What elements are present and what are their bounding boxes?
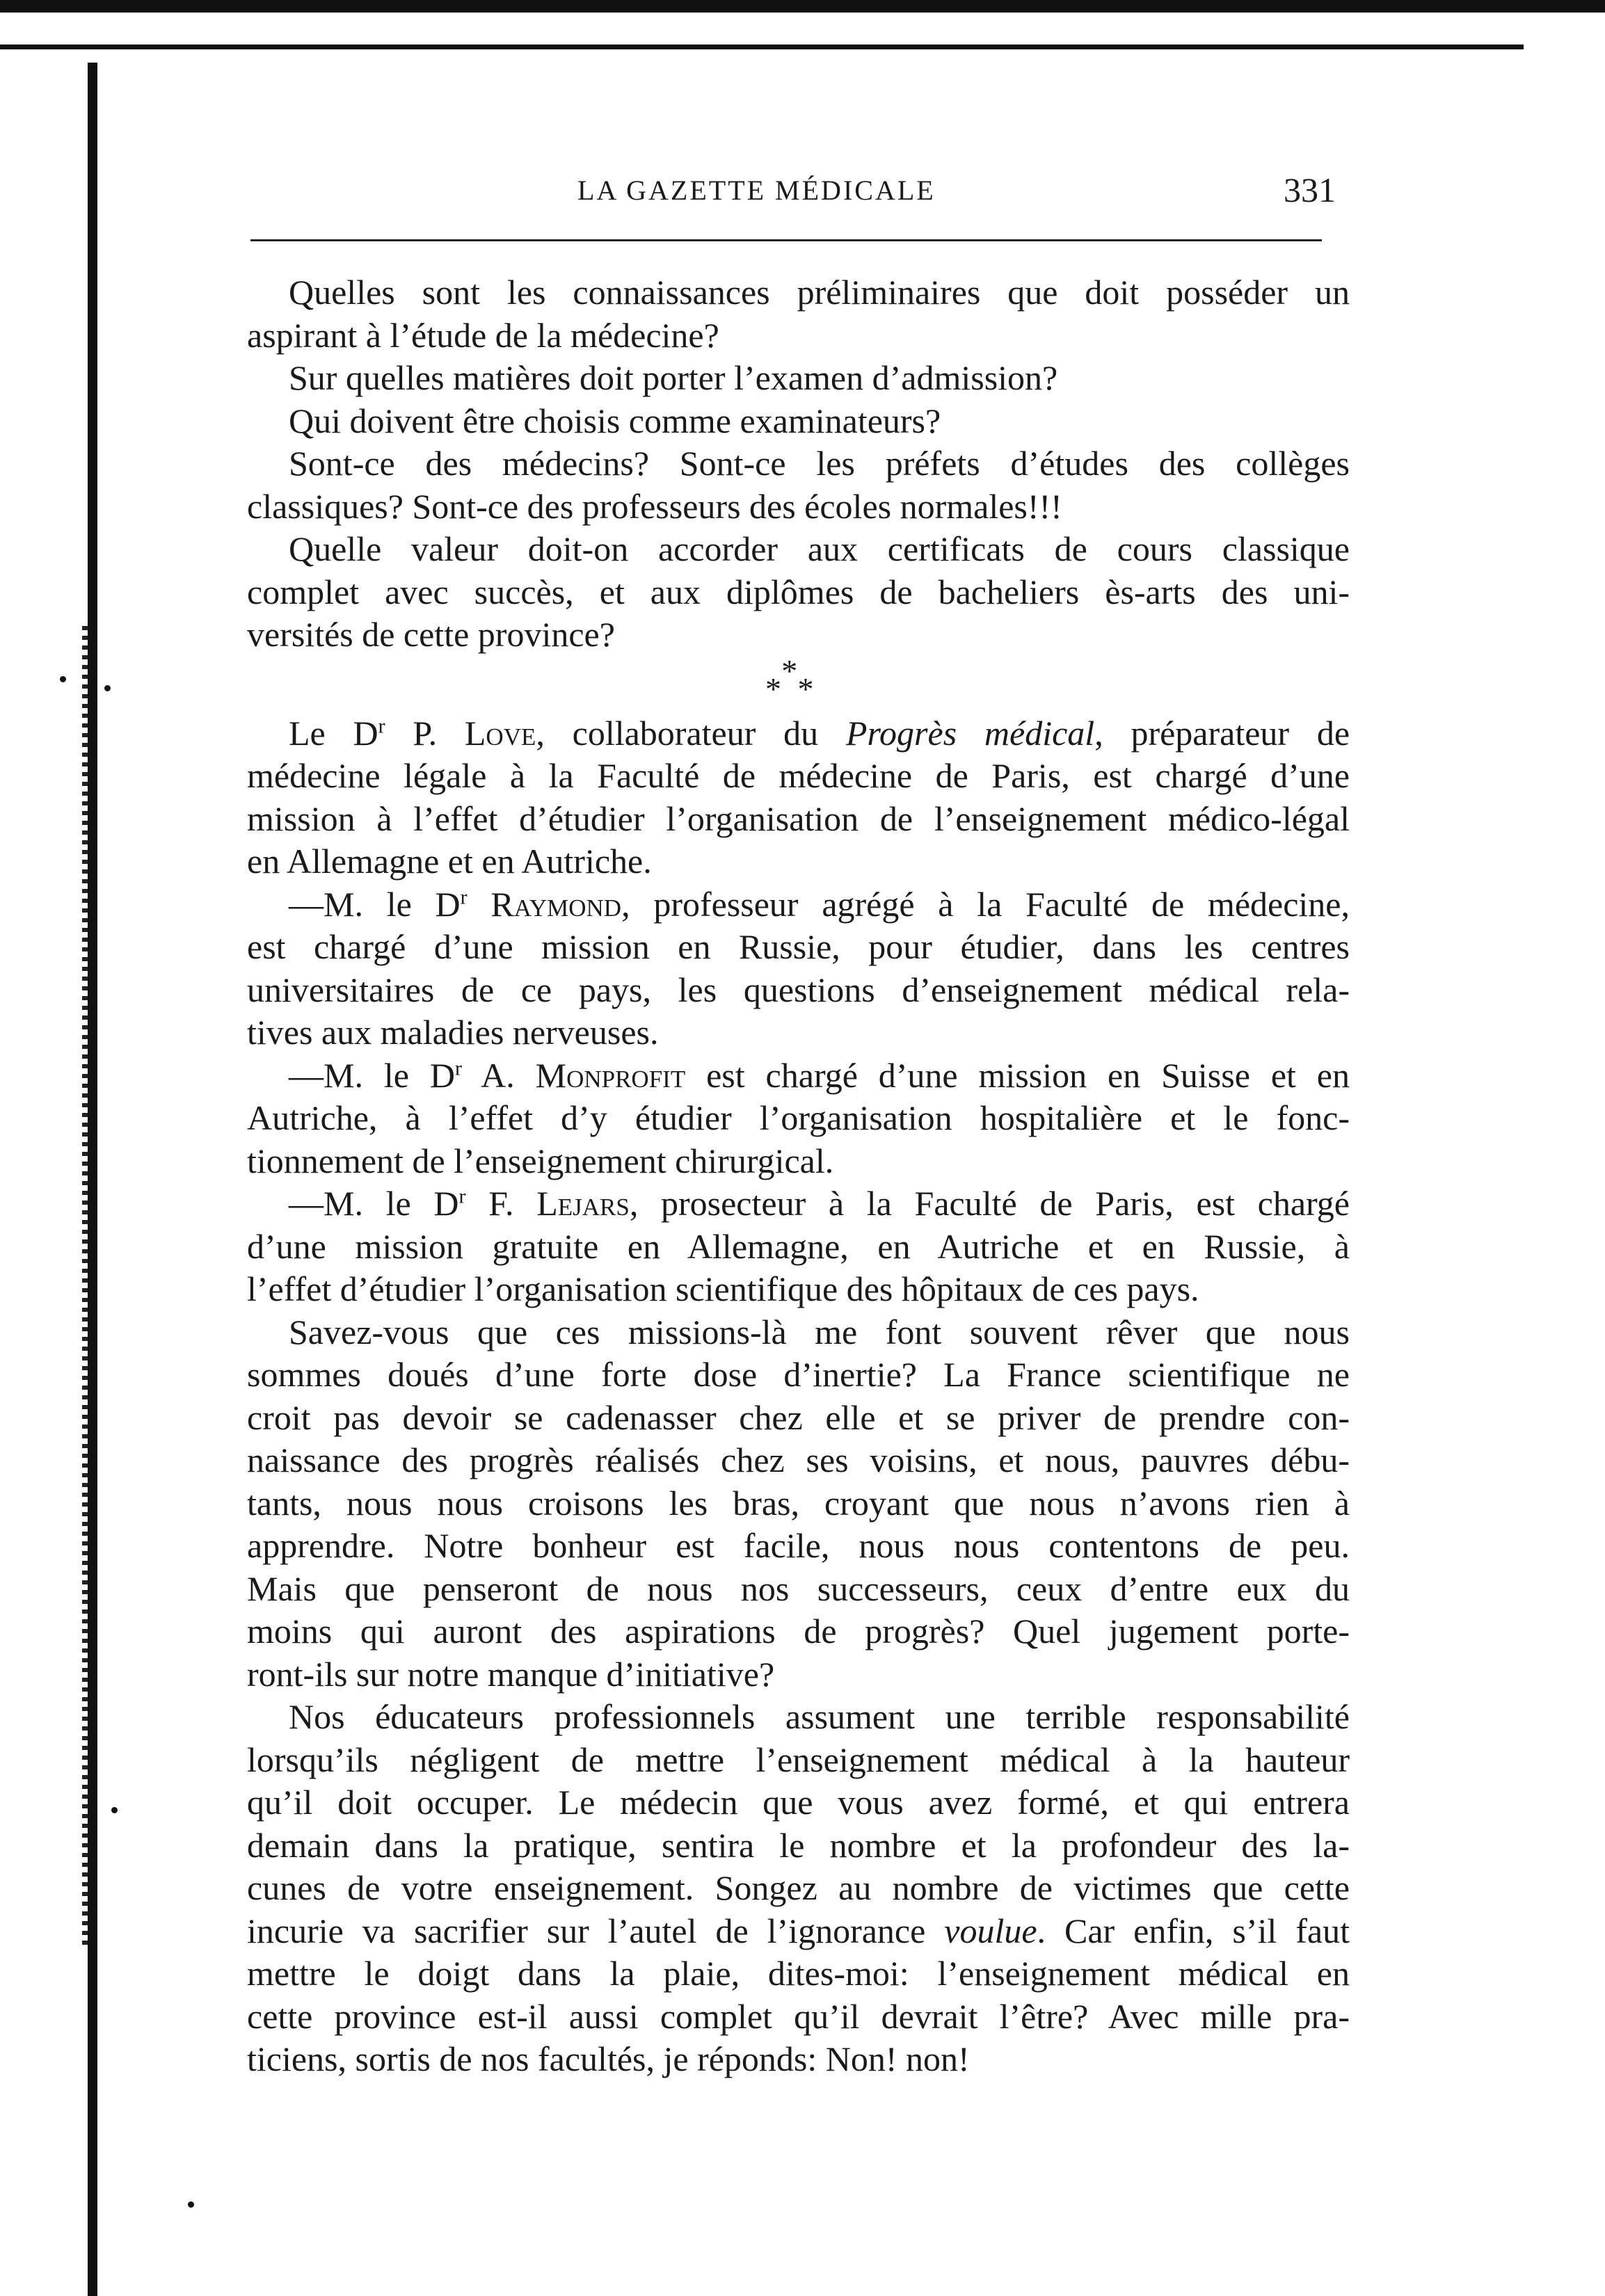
- text-line: croit pas devoir se cadenasser chez elle et se priver de prendre con-: [247, 1397, 1350, 1437]
- text-line: demain dans la pratique, sentira le nombre et la profondeur des la-: [247, 1825, 1350, 1865]
- person-name: Monprofit: [535, 1055, 686, 1095]
- asterism: * * *: [765, 652, 818, 707]
- person-name: Raymond: [467, 884, 622, 924]
- text-line: Le $D^r$ P. Love, collaborateur du Progrès médical, préparateur de: [289, 713, 1350, 753]
- text-line: lorsqu’ils négligent de mettre l’enseignement médical à la hauteur: [247, 1740, 1350, 1779]
- text-line: Autriche, à l’effet d’y étudier l’organisation hospitalière et le fonc-: [247, 1098, 1350, 1137]
- text-line: est chargé d’une mission en Russie, pour étudier, dans les centres: [247, 927, 1350, 966]
- person-name: Love: [464, 713, 536, 753]
- text-line: Qui doivent être choisis comme examinateurs?: [289, 401, 941, 440]
- text-line: versités de cette province?: [247, 615, 615, 654]
- book-spine-edge: [88, 63, 97, 2296]
- page-number: 331: [1284, 170, 1336, 209]
- text-line: qu’il doit occuper. Le médecin que vous avez formé, et qui entrera: [247, 1783, 1350, 1822]
- text-line: complet avec succès, et aux diplômes de bacheliers ès-arts des uni-: [247, 572, 1350, 611]
- text-line: Quelle valeur doit-on accorder aux certificats de cours classique: [289, 529, 1350, 568]
- scan-speck: [188, 2201, 194, 2208]
- text-line: Sur quelles matières doit porter l’examen d’admission?: [289, 358, 1058, 397]
- text-line: sommes doués d’une forte dose d’inertie? La France scientifique ne: [247, 1355, 1350, 1394]
- text-line: —M. le $D^r$ F. Lejars, prosecteur à la Faculté de Paris, est chargé: [289, 1184, 1350, 1223]
- text-line: aspirant à l’étude de la médecine?: [247, 315, 719, 355]
- text-line: l’effet d’étudier l’organisation scientifique des hôpitaux de ces pays.: [247, 1269, 1199, 1308]
- scan-rule-top: [0, 45, 1524, 49]
- scan-speck: [111, 1807, 118, 1813]
- text-line: Mais que penseront de nous nos successeurs, ceux d’entre eux du: [247, 1568, 1350, 1608]
- text-line: en Allemagne et en Autriche.: [247, 842, 652, 881]
- journal-name: Progrès médical: [845, 713, 1095, 753]
- text-line: —M. le $D^r$ Raymond, professeur agrégé à la Faculté de médecine,: [289, 884, 1350, 924]
- text-line: cette province est-il aussi complet qu’il devrait l’être? Avec mille pra-: [247, 1996, 1350, 2036]
- text-line: Savez-vous que ces missions-là me font souvent rêver que nous: [289, 1312, 1350, 1351]
- text-line: apprendre. Notre bonheur est facile, nous nous contentons de peu.: [247, 1526, 1350, 1565]
- text-line: médecine légale à la Faculté de médecine de Paris, est chargé d’une: [247, 756, 1350, 795]
- text-line: moins qui auront des aspirations de progrès? Quel jugement porte-: [247, 1612, 1350, 1651]
- book-spine-shadow: [82, 626, 88, 1948]
- emphasis: voulue: [944, 1911, 1037, 1950]
- text-line: universitaires de ce pays, les questions d’enseignement médical rela-: [247, 970, 1350, 1009]
- journal-title: LA GAZETTE MÉDICALE: [577, 175, 936, 206]
- text-line: incurie va sacrifier sur l’autel de l’ignorance voulue. Car enfin, s’il faut: [247, 1911, 1350, 1950]
- text-line: tionnement de l’enseignement chirurgical.: [247, 1141, 834, 1180]
- text-line: Quelles sont les connaissances préliminaires que doit posséder un: [289, 273, 1350, 312]
- text-line: tants, nous nous croisons les bras, croyant que nous n’avons rien à: [247, 1483, 1350, 1523]
- running-head: [577, 170, 1336, 216]
- text-line: mission à l’effet d’étudier l’organisation de l’enseignement médico-légal: [247, 798, 1350, 838]
- article-body: [247, 271, 1350, 2081]
- scan-edge-top: [0, 0, 1605, 13]
- text-line: naissance des progrès réalisés chez ses voisins, et nous, pauvres débu-: [247, 1440, 1350, 1479]
- text-line: cunes de votre enseignement. Songez au nombre de victimes que cette: [247, 1868, 1350, 1907]
- header-rule: [250, 239, 1322, 241]
- text-line: mettre le doigt dans la plaie, dites-moi: l’enseignement médical en: [247, 1954, 1350, 1993]
- text-line: —M. le $D^r$ A. Monprofit est chargé d’une mission en Suisse et en: [289, 1055, 1350, 1095]
- scan-speck: [60, 676, 66, 682]
- text-line: ront-ils sur notre manque d’initiative?: [247, 1654, 775, 1694]
- text-line: classiques? Sont-ce des professeurs des écoles normales!!!: [247, 486, 1062, 526]
- text-line: d’une mission gratuite en Allemagne, en Autriche et en Russie, à: [247, 1226, 1350, 1266]
- scan-speck: [104, 685, 111, 691]
- text-line: Nos éducateurs professionnels assument une terrible responsabilité: [289, 1697, 1350, 1736]
- section-separator: [247, 652, 1350, 712]
- text-line: Sont-ce des médecins? Sont-ce les préfets d’études des collèges: [289, 444, 1350, 483]
- text-line: ticiens, sortis de nos facultés, je réponds: Non! non!: [247, 2039, 970, 2078]
- text-line: tives aux maladies nerveuses.: [247, 1013, 659, 1052]
- person-name: Lejars: [536, 1184, 630, 1223]
